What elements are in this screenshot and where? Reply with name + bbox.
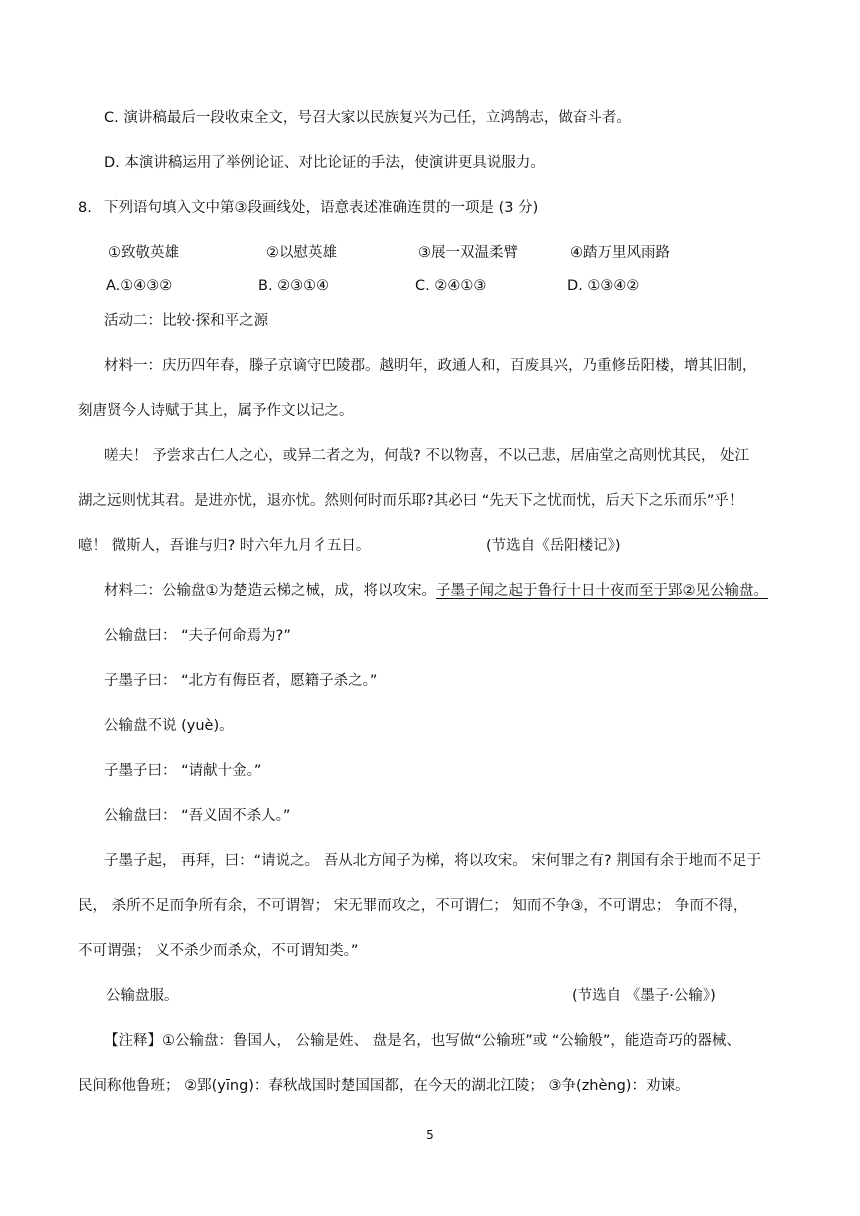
- notes-line-2: 民间称他鲁班； ②郢(yīng)：春秋战国时楚国国都，在今天的湖北江陵； ③争(zhèng)：劝谏。: [78, 1078, 690, 1094]
- material-2-underlined-sentence: 子墨子闻之起于鲁行十日十夜而至于郢②见公输盘。: [436, 583, 768, 599]
- q8-choice-a: A.①④③②: [106, 278, 173, 294]
- material-2-paragraph-line-2: 民， 杀所不足而争所有余，不可谓智； 宋无罪而攻之，不可谓仁； 知而不争③，不可谓忠； 争而不得，: [78, 898, 748, 914]
- activity-2-heading: 活动二：比较·探和平之源: [104, 313, 269, 329]
- q7-option-c: C. 演讲稿最后一段收束全文，号召大家以民族复兴为己任，立鸿鹄志，做奋斗者。: [104, 110, 631, 126]
- notes-line-1: 【注释】①公输盘：鲁国人， 公输是姓、 盘是名，也写做“公输班”或 “公输般”，能造奇巧的器械、: [104, 1033, 741, 1049]
- material-1-line-1: 材料一：庆历四年春，滕子京谪守巴陵郡。越明年，政通人和，百废具兴，乃重修岳阳楼，增其旧制，: [104, 358, 757, 374]
- q8-number: 8.: [78, 200, 92, 216]
- material-1-line-3: 嗟夫！ 予尝求古仁人之心，或异二者之为，何哉? 不以物喜，不以己悲，居庙堂之高则忧其民， 处江: [104, 448, 750, 464]
- page-number: 5: [426, 1128, 434, 1142]
- q8-phrase-3: ③展一双温柔臂: [418, 245, 518, 261]
- q8-phrase-1: ①致敬英雄: [108, 245, 179, 261]
- material-2-source: (节选自 《墨子·公输》): [572, 988, 716, 1004]
- q8-phrase-2: ②以慰英雄: [266, 245, 337, 261]
- material-2-first-line: [104, 581, 768, 601]
- dialogue-line-4: 子墨子曰： “请献十金。”: [104, 763, 262, 779]
- material-2-ending: 公输盘服。: [106, 988, 179, 1004]
- dialogue-line-3: 公输盘不说 (yuè)。: [104, 718, 234, 734]
- dialogue-line-5: 公输盘曰： “吾义固不杀人。”: [104, 808, 291, 824]
- material-1-source: (节选自《岳阳楼记》): [486, 538, 621, 554]
- q8-phrase-4: ④踏万里风雨路: [570, 245, 670, 261]
- material-2-paragraph-line-3: 不可谓强； 义不杀少而杀众，不可谓知类。”: [78, 943, 359, 959]
- dialogue-line-2: 子墨子曰： “北方有侮臣者，愿籍子杀之。”: [104, 673, 378, 689]
- dialogue-line-1: 公输盘曰： “夫子何命焉为?”: [104, 628, 291, 644]
- q8-choice-b: B. ②③①④: [258, 278, 330, 294]
- material-2-head: 材料二：公输盘①为楚造云梯之械，成，将以攻宋。: [104, 583, 436, 599]
- material-1-line-5: 噫！ 微斯人，吾谁与归? 时六年九月彳五日。: [78, 538, 371, 554]
- material-2-paragraph-line-1: 子墨子起， 再拜，曰：“请说之。 吾从北方闻子为梯，将以攻宋。 宋何罪之有? 荆国有余于地而不足于: [104, 853, 762, 869]
- q7-option-d: D. 本演讲稿运用了举例论证、对比论证的手法，使演讲更具说服力。: [104, 155, 545, 171]
- q8-choice-c: C. ②④①③: [415, 278, 487, 294]
- material-1-line-4: 湖之远则忧其君。是进亦忧，退亦忧。然则何时而乐耶?其必曰 “先天下之忧而忧，后天下之乐而乐”乎！: [78, 493, 744, 509]
- material-1-line-2: 刻唐贤今人诗赋于其上，属予作文以记之。: [78, 403, 354, 419]
- q8-choice-d: D. ①③④②: [567, 278, 640, 294]
- q8-stem: 下列语句填入文中第③段画线处，语意表述准确连贯的一项是 (3 分): [104, 200, 539, 216]
